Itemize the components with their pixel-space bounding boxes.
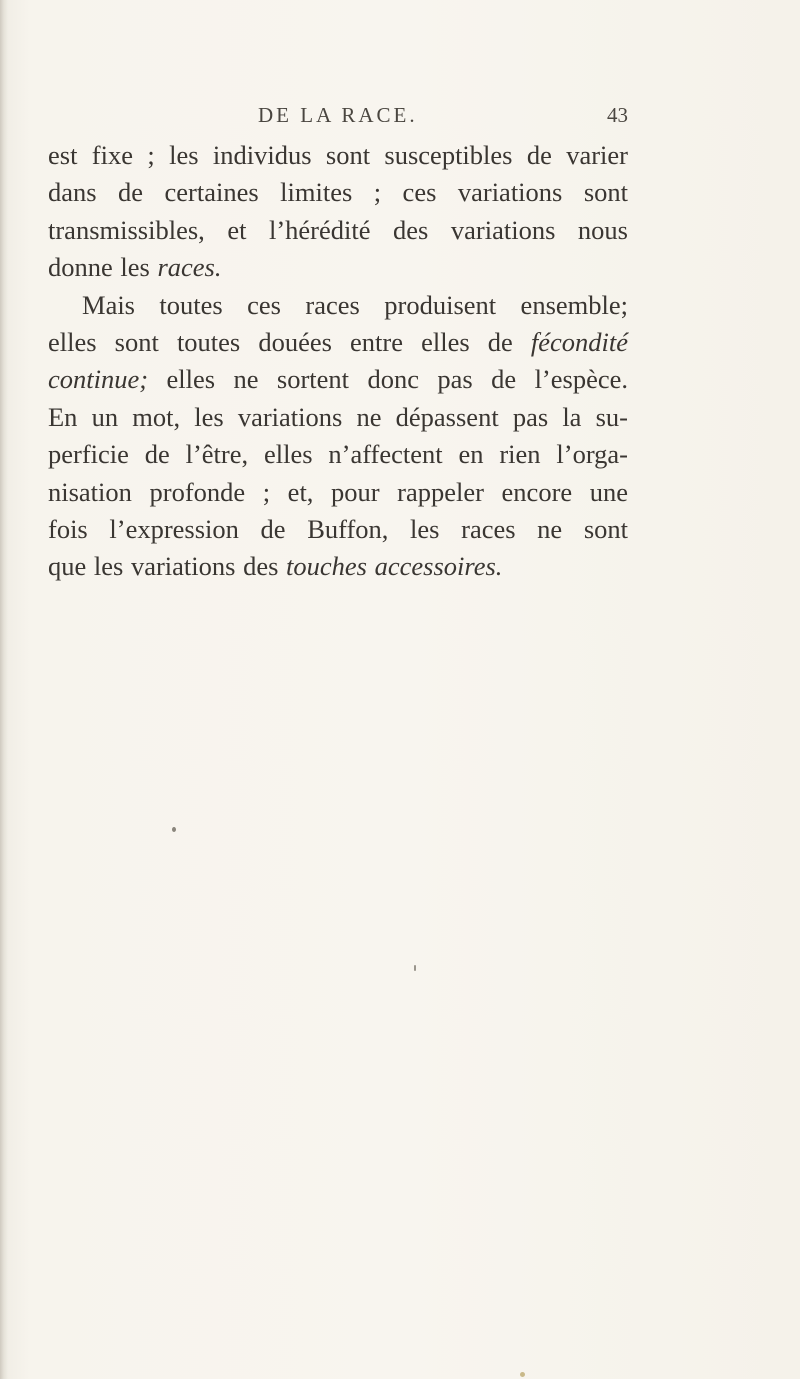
text-line-7 [48, 361, 628, 398]
text-segment: transmissibles, et l’hérédité des variations nous [48, 214, 628, 245]
italic-segment: continue; [48, 364, 149, 395]
italic-segment: fécondité [530, 326, 628, 357]
text-line-1 [48, 137, 628, 174]
text-segment: que les variations des [48, 551, 287, 582]
text-segment: fois l’expression de Buffon, les races ne sont [48, 513, 628, 544]
text-segment: dans de certaines limites ; ces variations sont [48, 177, 628, 208]
text-line-5 [48, 287, 628, 324]
text-line-11 [48, 511, 628, 548]
text-segment: donne les [48, 252, 158, 283]
paper-speck [414, 965, 416, 971]
text-line-2 [48, 174, 628, 211]
text-line-3 [48, 212, 628, 249]
text-segment: perficie de l’être, elles n’affectent en rien l’orga- [48, 439, 628, 470]
text-segment: elles ne sortent donc pas de l’espèce. [148, 364, 628, 395]
running-head: DE LA RACE. [258, 103, 418, 127]
text-segment: Mais toutes ces races produisent ensemble; [82, 289, 628, 320]
text-line-12 [48, 548, 628, 585]
italic-segment: races. [157, 252, 222, 283]
text-line-4 [48, 249, 628, 286]
text-line-8 [48, 399, 628, 436]
page-header [48, 103, 628, 133]
text-line-10 [48, 474, 628, 511]
text-segment: nisation profonde ; et, pour rappeler encore une [48, 476, 628, 507]
body-text [48, 137, 628, 586]
text-line-9 [48, 436, 628, 473]
text-segment: elles sont toutes douées entre elles de [48, 326, 531, 357]
text-line-6 [48, 324, 628, 361]
paper-speck [520, 1372, 525, 1377]
text-segment: En un mot, les variations ne dépassent pas la su- [48, 401, 628, 432]
page-number: 43 [607, 103, 628, 127]
page-gutter-shadow [0, 0, 8, 1379]
text-segment: est fixe ; les individus sont susceptibles de varier [48, 140, 628, 170]
paper-speck [172, 827, 176, 832]
italic-segment: touches accessoires. [286, 551, 503, 582]
